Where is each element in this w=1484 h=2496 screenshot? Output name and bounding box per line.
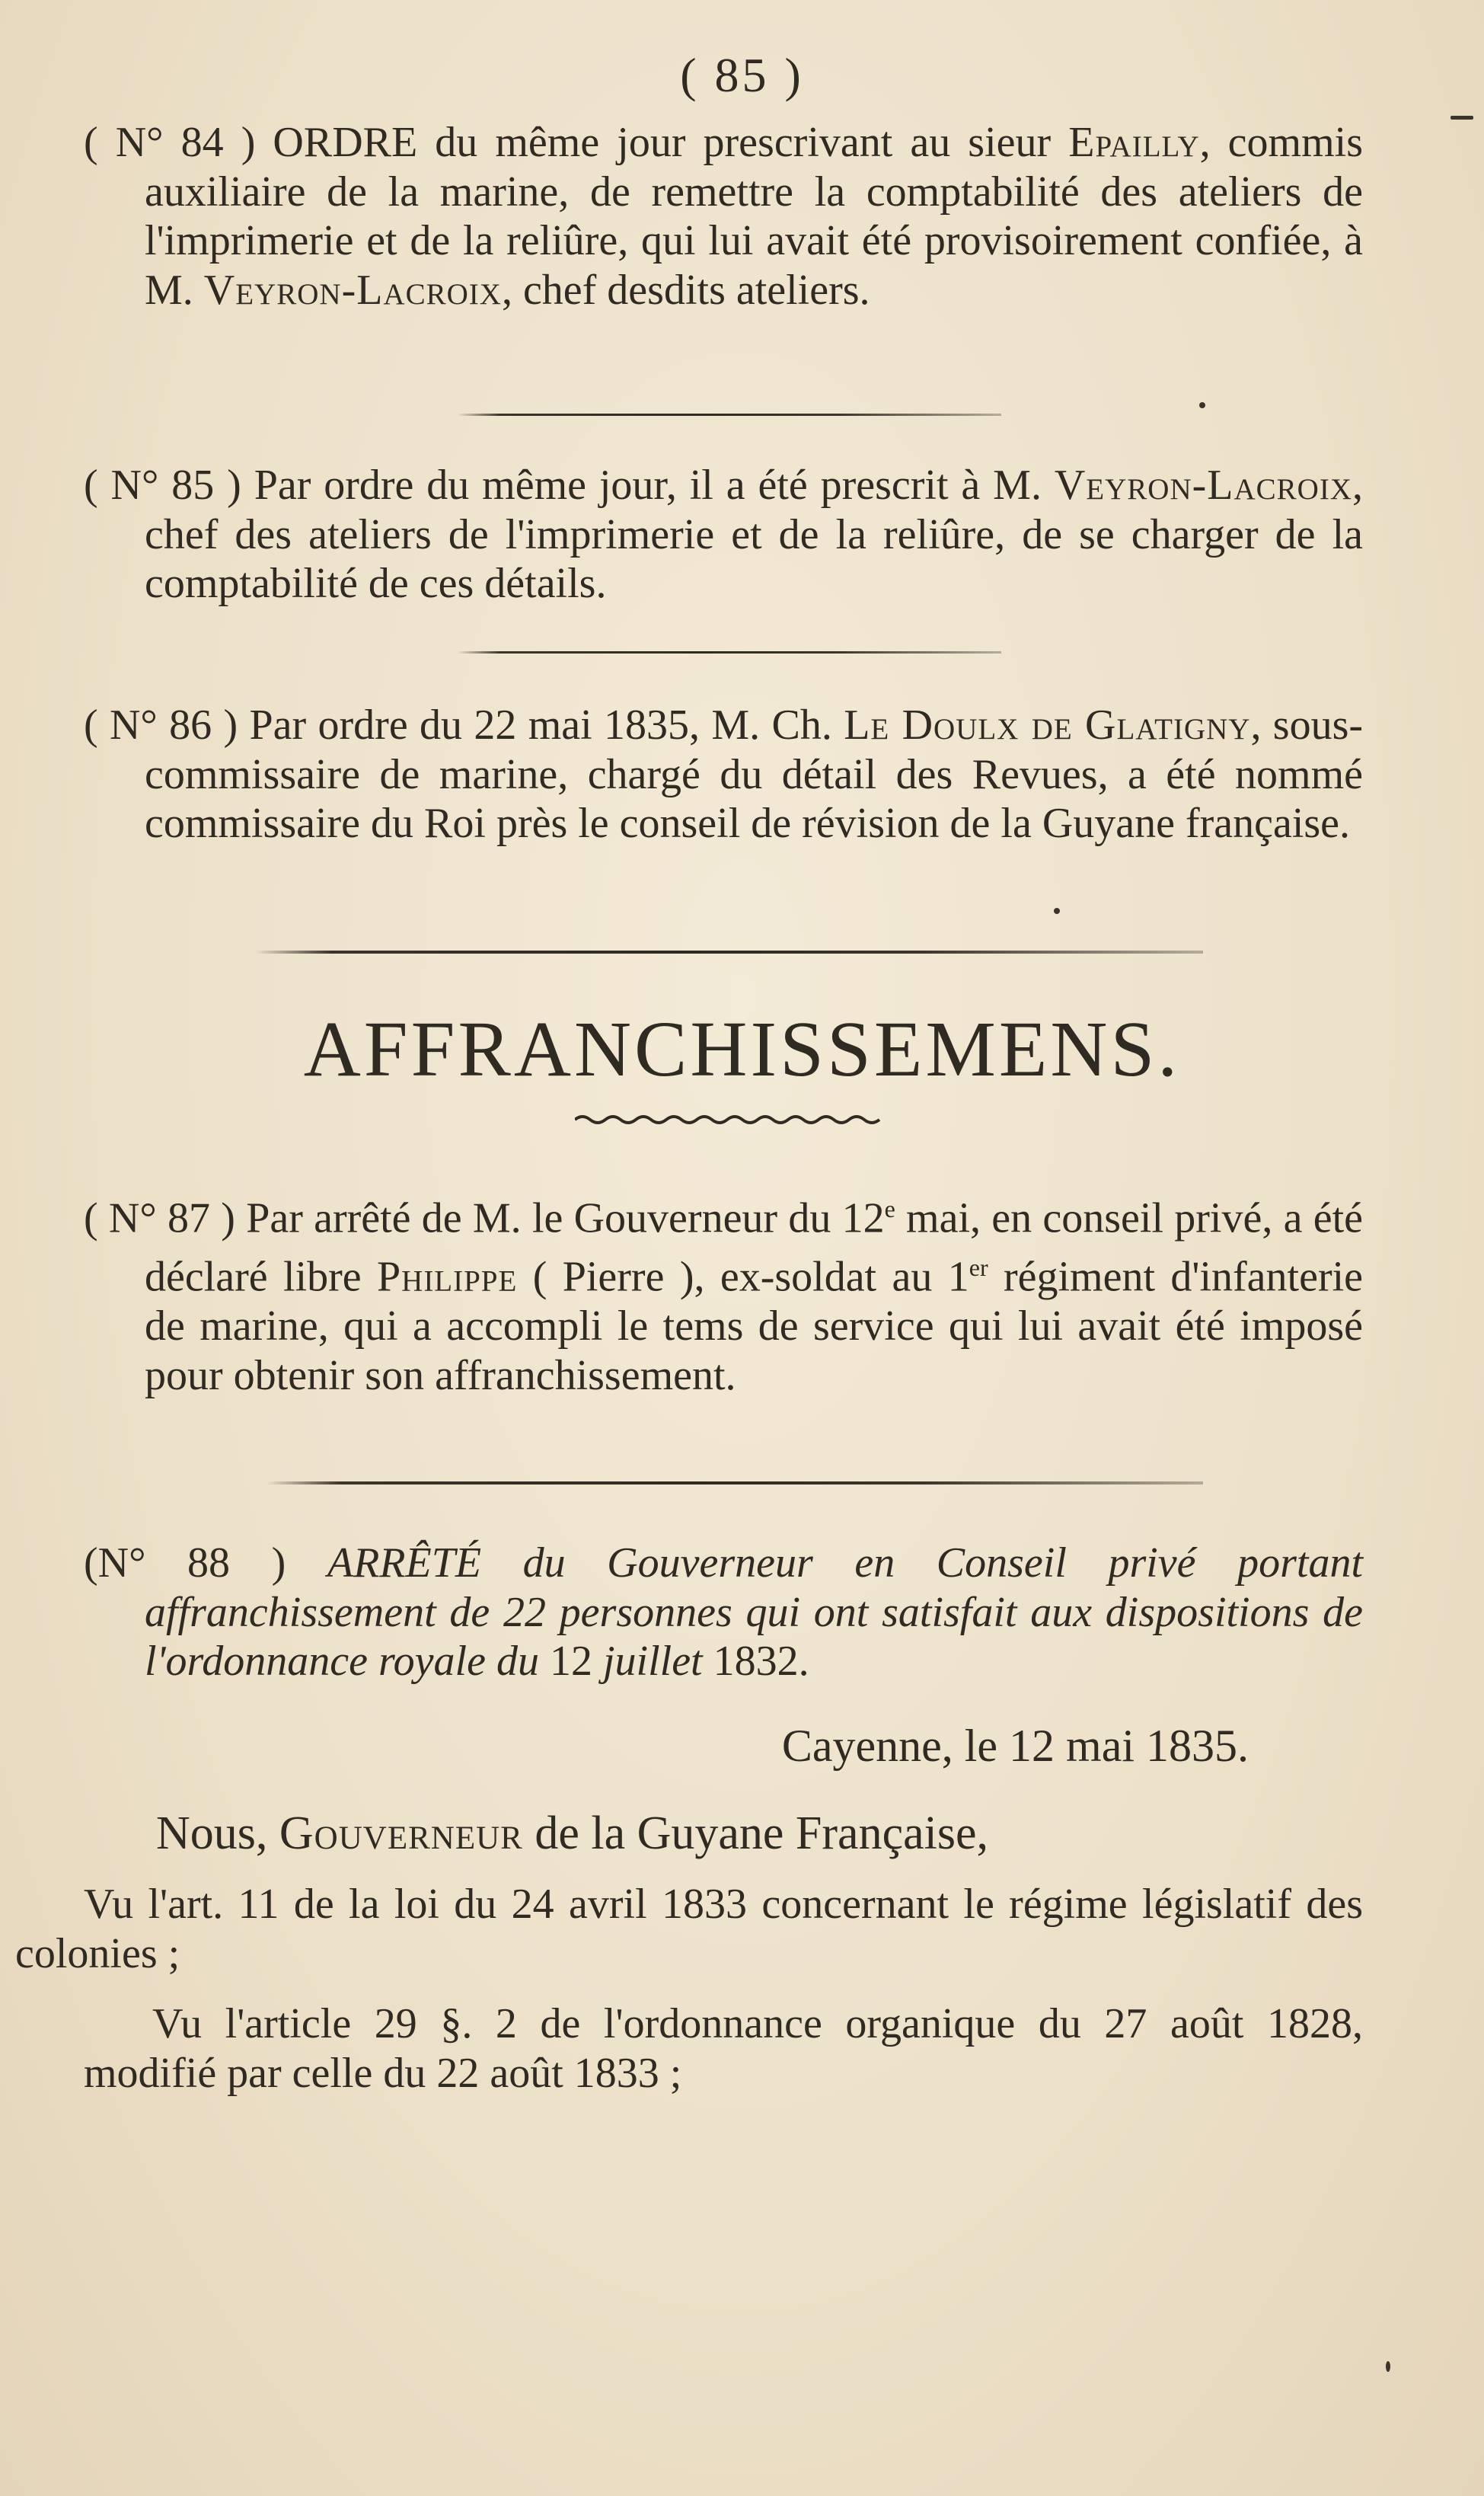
decree-intro: Nous, Gouverneur de la Guyane Française, bbox=[156, 1807, 988, 1859]
print-speck bbox=[1054, 908, 1060, 914]
print-speck bbox=[1450, 116, 1473, 120]
entry-number: (N° 88 ) bbox=[84, 1539, 286, 1587]
separator-rule bbox=[457, 414, 1001, 416]
entry-number: ( N° 84 ) bbox=[84, 119, 256, 166]
print-speck bbox=[1386, 2361, 1390, 2372]
person-name: Le Doulx de Glatigny bbox=[844, 702, 1251, 749]
page-number: ( 85 ) bbox=[680, 48, 804, 102]
consideration-2: Vu l'article 29 §. 2 de l'ordonnance organique du 27 août 1828, modifié par celle du 22 août 1833 ; bbox=[84, 2000, 1363, 2097]
entry-85: ( N° 85 ) Par ordre du même jour, il a été prescrit à M. Veyron-Lacroix, chef des ateliers de l'imprimerie et de la reliûre, de se charger de la comptabilité de ces détails. bbox=[84, 462, 1363, 607]
print-speck bbox=[1199, 402, 1205, 408]
entry-number: ( N° 87 ) bbox=[84, 1194, 235, 1242]
entry-88: (N° 88 ) ARRÊTÉ du Gouverneur en Conseil privé portant affranchissement de 22 personnes qui ont satisfait aux dispositions de l'ordonnance royale du 12 juillet 1832. bbox=[84, 1539, 1364, 1685]
separator-rule bbox=[457, 651, 1001, 654]
entry-number: ( N° 86 ) bbox=[84, 702, 238, 749]
section-heading: AFFRANCHISSEMENS. bbox=[303, 1005, 1181, 1093]
person-name: Epailly bbox=[1068, 119, 1200, 166]
entry-number: ( N° 85 ) bbox=[84, 462, 241, 509]
section-rule bbox=[255, 951, 1203, 954]
place-date: Cayenne, le 12 mai 1835. bbox=[781, 1721, 1249, 1771]
entry-86: ( N° 86 ) Par ordre du 22 mai 1835, M. Ch. Le Doulx de Glatigny, sous-commissaire de marine, chargé du détail des Revues, a été nommé commissaire du Roi près le conseil de révision de la Guyane française. bbox=[84, 702, 1364, 847]
entry-84: ( N° 84 ) ORDRE du même jour prescrivant au sieur Epailly, commis auxiliaire de la marine, de remettre la comptabilité des ateliers de l'imprimerie et de la reliûre, qui lui avait été provisoirement confiée, à M. Veyron-Lacroix, chef desdits ateliers. bbox=[84, 119, 1364, 314]
entry-87: ( N° 87 ) Par arrêté de M. le Gouverneur du 12e mai, en conseil privé, a été déclaré libre Philippe ( Pierre ), ex-soldat au 1er régiment d'infanterie de marine, qui a accompli le tems de service qui lui avait été imposé pour obtenir son affranchissement. bbox=[84, 1194, 1364, 1399]
person-name: Veyron-Lacroix bbox=[203, 266, 502, 314]
consideration-1: Vu l'art. 11 de la loi du 24 avril 1833 concernant le régime législatif des colonies ; bbox=[15, 1881, 1363, 1977]
person-name: Philippe bbox=[377, 1253, 518, 1301]
person-name: Veyron-Lacroix bbox=[1054, 462, 1352, 509]
ornamental-wavy-rule bbox=[575, 1114, 887, 1126]
section-rule bbox=[266, 1481, 1203, 1484]
